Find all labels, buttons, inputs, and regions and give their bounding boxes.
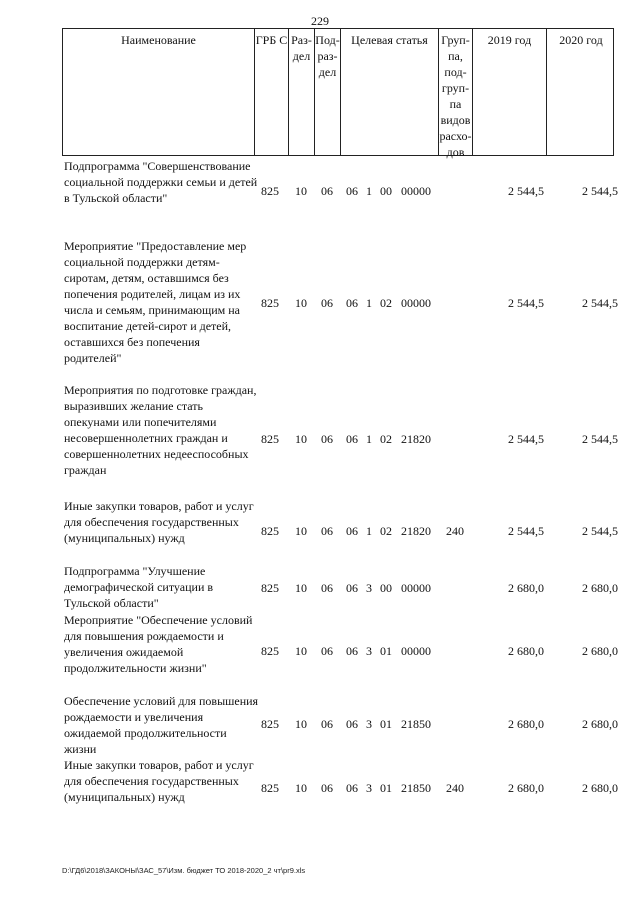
cell-target-program: 06 (346, 717, 358, 731)
cell-razdel: 10 (295, 717, 307, 731)
row-name: Мероприятие "Обеспечение условий для повышения рождаемости и увеличения ожидаемой продолжительности жизни" (64, 613, 253, 675)
header-razdel: Раз- дел (289, 29, 315, 155)
cell-group: 240 (446, 781, 464, 795)
row-name: Подпрограмма "Совершенствование социальной поддержки семьи и детей в Тульской области" (64, 159, 258, 205)
cell-2019: 2 680,0 (508, 717, 544, 731)
cell-2020: 2 680,0 (582, 717, 618, 731)
cell-grbs: 825 (261, 296, 279, 310)
cell-group: 240 (446, 524, 464, 538)
cell-2019: 2 680,0 (508, 581, 544, 595)
cell-grbs: 825 (261, 432, 279, 446)
cell-target-program: 06 (346, 781, 358, 795)
cell-razdel: 10 (295, 432, 307, 446)
cell-target-subprogram: 3 (366, 781, 372, 795)
row-name: Иные закупки товаров, работ и услуг для обеспечения государственных (муниципальных) нужд (64, 758, 254, 804)
cell-razdel: 10 (295, 524, 307, 538)
cell-target-event: 00 (380, 184, 392, 198)
cell-razdel: 10 (295, 184, 307, 198)
header-2020: 2020 год (559, 33, 603, 47)
header-group: Груп- па, под- груп- па видов расхо- дов (439, 29, 473, 155)
cell-2020: 2 680,0 (582, 781, 618, 795)
cell-podrazdel: 06 (321, 644, 333, 658)
cell-2020: 2 544,5 (582, 432, 618, 446)
cell-target-program: 06 (346, 296, 358, 310)
cell-target-program: 06 (346, 581, 358, 595)
cell-podrazdel: 06 (321, 781, 333, 795)
cell-target-code: 21850 (401, 781, 431, 795)
cell-2019: 2 544,5 (508, 296, 544, 310)
cell-razdel: 10 (295, 644, 307, 658)
cell-podrazdel: 06 (321, 296, 333, 310)
cell-2019: 2 680,0 (508, 644, 544, 658)
cell-podrazdel: 06 (321, 717, 333, 731)
header-grbs: ГРБ С (255, 29, 289, 155)
cell-target-event: 01 (380, 717, 392, 731)
cell-target-code: 21820 (401, 524, 431, 538)
header-name: Наименование (63, 29, 255, 155)
cell-grbs: 825 (261, 781, 279, 795)
row-name: Подпрограмма "Улучшение демографической ситуации в Тульской области" (64, 564, 214, 610)
cell-target-code: 00000 (401, 644, 431, 658)
cell-podrazdel: 06 (321, 184, 333, 198)
row-name: Мероприятия по подготовке граждан, выразивших желание стать опекунами или попечителями несовершеннолетних граждан и совершеннолетних недееспособных граждан (64, 383, 257, 477)
page-number: 229 (311, 14, 329, 28)
cell-2020: 2 680,0 (582, 581, 618, 595)
cell-grbs: 825 (261, 644, 279, 658)
cell-target-program: 06 (346, 432, 358, 446)
row-name: Обеспечение условий для повышения рождаемости и увеличения ожидаемой продолжительности жизни (64, 694, 259, 756)
cell-razdel: 10 (295, 296, 307, 310)
cell-target-subprogram: 1 (366, 296, 372, 310)
cell-target-code: 00000 (401, 296, 431, 310)
cell-target-event: 02 (380, 524, 392, 538)
cell-target-event: 01 (380, 781, 392, 795)
cell-2020: 2 544,5 (582, 524, 618, 538)
header-2019: 2019 год (473, 29, 547, 155)
cell-podrazdel: 06 (321, 524, 333, 538)
row-name: Иные закупки товаров, работ и услуг для обеспечения государственных (муниципальных) нужд (64, 499, 254, 545)
cell-target-subprogram: 1 (366, 184, 372, 198)
cell-target-code: 00000 (401, 581, 431, 595)
cell-grbs: 825 (261, 717, 279, 731)
cell-target-code: 00000 (401, 184, 431, 198)
table-header (62, 28, 614, 159)
cell-grbs: 825 (261, 524, 279, 538)
cell-target-event: 00 (380, 581, 392, 595)
cell-razdel: 10 (295, 581, 307, 595)
cell-grbs: 825 (261, 184, 279, 198)
cell-target-program: 06 (346, 184, 358, 198)
cell-2020: 2 680,0 (582, 644, 618, 658)
cell-2019: 2 544,5 (508, 432, 544, 446)
cell-2019: 2 680,0 (508, 781, 544, 795)
cell-2019: 2 544,5 (508, 524, 544, 538)
cell-2020: 2 544,5 (582, 296, 618, 310)
cell-target-subprogram: 1 (366, 524, 372, 538)
cell-grbs: 825 (261, 581, 279, 595)
cell-target-program: 06 (346, 644, 358, 658)
cell-2020: 2 544,5 (582, 184, 618, 198)
cell-target-subprogram: 3 (366, 581, 372, 595)
file-path-footer: D:\ГД6\2018\ЗАКОНЫ\ЗАС_57\Изм. бюджет ТО 2018-2020_2 чт\pr9.xls (62, 866, 306, 875)
row-name: Мероприятие "Предоставление мер социальной поддержки детям-сиротам, детям, оставшимся без попечения родителей, лицам из их числа и семьям, принимающим на воспитание детей-сирот и детей, оставшихся без попечения родителей" (64, 239, 247, 365)
cell-target-code: 21820 (401, 432, 431, 446)
cell-target-event: 01 (380, 644, 392, 658)
cell-target-code: 21850 (401, 717, 431, 731)
cell-target-event: 02 (380, 432, 392, 446)
cell-podrazdel: 06 (321, 581, 333, 595)
header-target: Целевая статья (341, 29, 439, 155)
cell-target-subprogram: 3 (366, 717, 372, 731)
cell-2019: 2 544,5 (508, 184, 544, 198)
header-podrazdel: Под- раз- дел (315, 29, 341, 155)
cell-target-subprogram: 3 (366, 644, 372, 658)
cell-podrazdel: 06 (321, 432, 333, 446)
cell-razdel: 10 (295, 781, 307, 795)
cell-target-event: 02 (380, 296, 392, 310)
cell-target-program: 06 (346, 524, 358, 538)
cell-target-subprogram: 1 (366, 432, 372, 446)
